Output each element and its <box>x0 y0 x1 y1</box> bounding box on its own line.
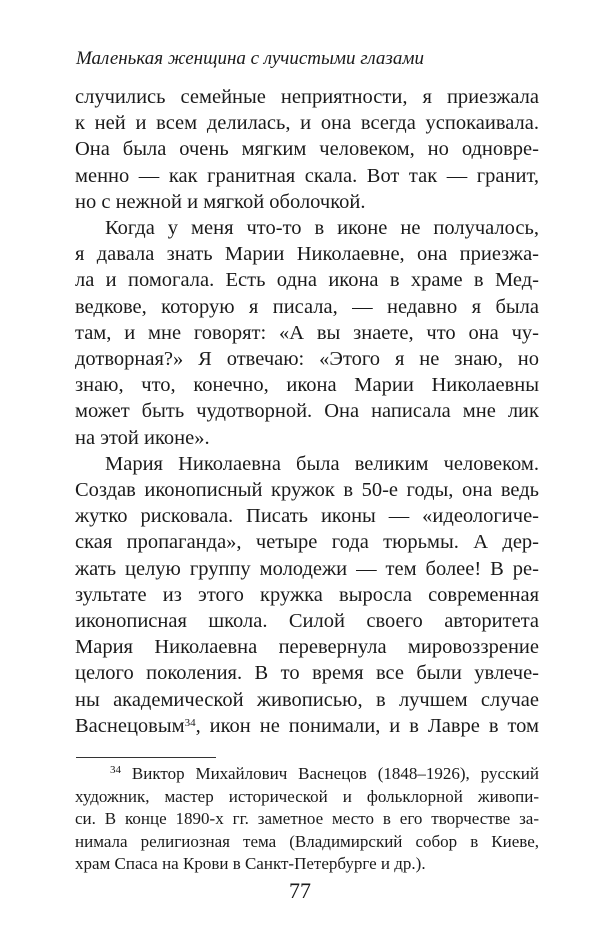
text-line: дотворная?» Я отвечаю: «Этого я не знаю, но <box>75 348 539 371</box>
text-line: ны академической живописью, в лучшем случае <box>75 688 539 711</box>
text-fragment: , икон не понимали, и в Лавре в том <box>195 714 539 737</box>
text-line: Мария Николаевна перевернула мировоззрение <box>75 636 539 659</box>
text-line: знаю, что, конечно, икона Марии Николаевны <box>75 374 539 397</box>
footnote-line <box>75 763 539 786</box>
running-header: Маленькая женщина с лучистыми глазами <box>76 48 424 69</box>
page-number: 77 <box>289 878 311 903</box>
body-text <box>75 84 539 739</box>
footnote-line: си. В конце 1890-х гг. заметное место в его творчестве за- <box>75 809 539 828</box>
footnote-line: художник, мастер исторической и фольклорной живопи- <box>75 786 539 806</box>
footnote-reference[interactable]: 34 <box>184 716 196 729</box>
text-line: жутко рисковала. Писать иконы — «идеологиче- <box>75 505 539 528</box>
text-line: Создав иконописный кружок в 50-е годы, она ведь <box>75 479 539 502</box>
footnote-line: нимала религиозная тема (Владимирский собор в Киеве, <box>75 831 539 851</box>
footnote-text: Виктор Михайлович Васнецов (1848–1926), русский <box>131 764 539 783</box>
text-line <box>75 713 539 739</box>
text-line: к ней и всем делилась, и она всегда успокаивала. <box>75 112 539 135</box>
text-line: ская пропаганда», четыре года тюрьмы. А дер- <box>75 531 539 554</box>
footnote-divider <box>76 757 216 758</box>
footnote <box>75 763 539 876</box>
text-line: может быть чудотворной. Она написала мне лик <box>75 400 539 423</box>
footnote-line: храм Спаса на Крови в Санкт-Петербурге и др.). <box>75 854 426 873</box>
text-line: Она была очень мягким человеком, но одновре- <box>75 138 539 161</box>
text-line: жать целую группу молодежи — тем более! В ре- <box>75 557 539 580</box>
text-line: случились семейные неприятности, я приезжала <box>75 86 539 108</box>
text-line: там, и мне говорят: «А вы знаете, что она чу- <box>75 321 539 344</box>
text-line: Мария Николаевна была великим человеком. <box>105 452 539 475</box>
text-line: Когда у меня что-то в иконе не получалось, <box>105 217 539 240</box>
text-fragment: Васнецовым <box>75 714 185 737</box>
text-line: ла и помогала. Есть одна икона в храме в Мед- <box>75 269 539 292</box>
text-line: менно — как гранитная скала. Вот так — гранит, <box>75 164 539 187</box>
text-line: я давала знать Марии Николаевне, она приезжа- <box>75 243 539 266</box>
text-line: зультате из этого кружка выросла современная <box>75 583 539 606</box>
text-line: на этой иконе». <box>75 426 210 449</box>
text-line: но с нежной и мягкой оболочкой. <box>75 190 366 213</box>
text-line: иконописная школа. Силой своего авторитета <box>75 610 539 633</box>
text-line: ведкове, которую я писала, — недавно я была <box>75 295 539 318</box>
footnote-marker: 34 <box>110 764 121 776</box>
text-line: целого поколения. В то время все были увлече- <box>75 662 539 685</box>
